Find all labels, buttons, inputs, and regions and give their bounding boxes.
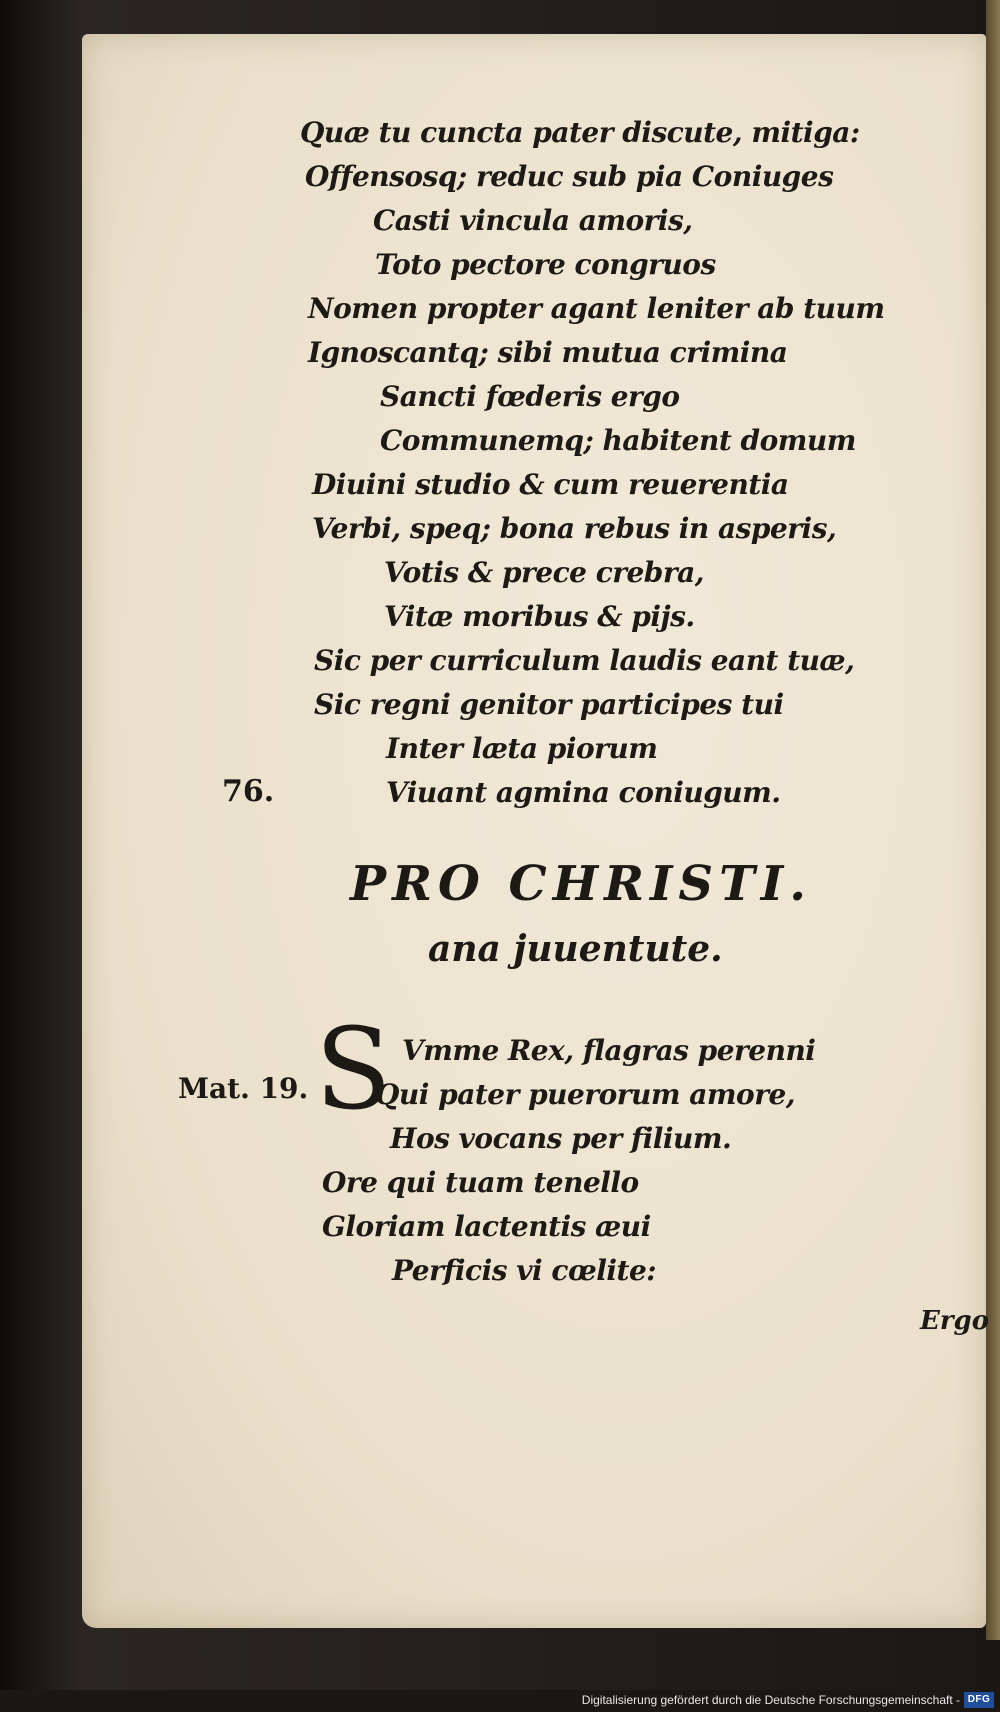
section-heading: PRO CHRISTI. <box>350 856 812 912</box>
verse-line-15: Inter læta piorum <box>386 732 658 765</box>
drop-cap-letter: S <box>315 1005 392 1135</box>
verse-line-19: Hos vocans per filium. <box>390 1122 732 1155</box>
verse-line-7: Sancti fœderis ergo <box>380 380 680 413</box>
book-edge <box>986 0 1000 1640</box>
verse-line-12: Vitæ moribus & pijs. <box>384 600 695 633</box>
verse-line-22: Perficis vi cœlite: <box>392 1254 657 1287</box>
margin-reference: Mat. 19. <box>178 1072 309 1105</box>
verse-line-3: Casti vincula amoris, <box>373 204 693 237</box>
verse-line-8: Communemq; habitent domum <box>380 424 856 457</box>
verse-line-17: Vmme Rex, flagras perenni <box>402 1034 816 1067</box>
verse-line-14: Sic regni genitor participes tui <box>314 688 784 721</box>
verse-line-2: Offensosq; reduc sub pia Coniuges <box>305 160 834 193</box>
verse-line-21: Gloriam lactentis æui <box>322 1210 651 1243</box>
verse-line-11: Votis & prece crebra, <box>384 556 705 589</box>
section-subheading: ana juuentute. <box>428 928 723 970</box>
verse-line-20: Ore qui tuam tenello <box>322 1166 639 1199</box>
dfg-logo-icon: DFG <box>964 1692 994 1708</box>
verse-line-4: Toto pectore congruos <box>375 248 716 281</box>
verse-line-5: Nomen propter agant leniter ab tuum <box>308 292 885 325</box>
verse-line-1: Quæ tu cuncta pater discute, mitiga: <box>300 116 860 149</box>
verse-line-16: Viuant agmina coniugum. <box>386 776 781 809</box>
funding-notice: Digitalisierung gefördert durch die Deutsche Forschungsgemeinschaft - <box>581 1693 960 1707</box>
verse-line-6: Ignoscantq; sibi mutua crimina <box>308 336 788 369</box>
verse-line-9: Diuini studio & cum reuerentia <box>312 468 789 501</box>
catchword: Ergo <box>920 1306 990 1336</box>
verse-line-18: Qui pater puerorum amore, <box>375 1078 796 1111</box>
stanza-number: 76. <box>222 774 275 809</box>
verse-line-13: Sic per curriculum laudis eant tuæ, <box>314 644 855 677</box>
verse-line-10: Verbi, speq; bona rebus in asperis, <box>312 512 837 545</box>
